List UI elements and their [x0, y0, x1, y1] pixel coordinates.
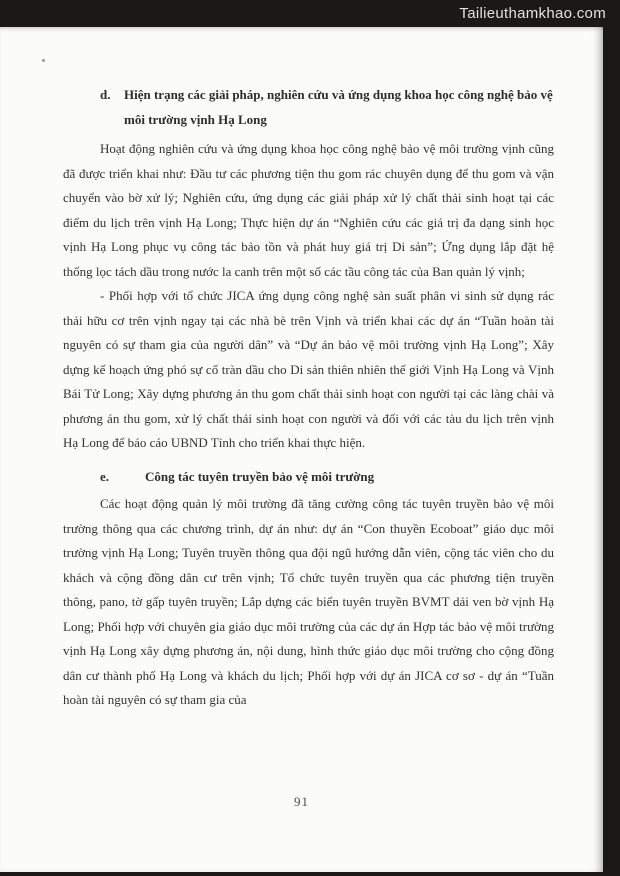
heading-e-label: e.: [100, 468, 110, 484]
section-heading-e: [100, 465, 554, 490]
paragraph-jica-cooperation: - Phối hợp với tổ chức JICA ứng dụng công nghệ sản suất phân vi sinh sử dụng rác thải hữu cơ trên vịnh ngay tại các nhà bè trên Vịnh và triển khai các dự án “Tuần hoàn tài nguyên có sự tham gia của người dân” và “Dự án bảo vệ môi trường vịnh Hạ Long”; Xây dựng kế hoạch ứng phó sự cố tràn dầu cho Di sản thiên nhiên thế giới Vịnh Hạ Long và Vịnh Bái Tử Long; Xây dựng phương án thu gom chất thải sinh hoạt con người tại các làng chài và phương án thu gom, xử lý chất thải sinh hoạt con người và đối với các tàu du lịch trên vịnh Hạ Long để báo cáo UBND Tỉnh cho triển khai thực hiện.: [63, 288, 554, 450]
paragraph-research-applications: Hoạt động nghiên cứu và ứng dụng khoa học công nghệ bảo vệ môi trường vịnh cũng đã được triển khai như: Đầu tư các phương tiện thu gom rác chuyên dụng để thu gom và vận chuyển vào bờ xử lý; Nghiên cứu, ứng dụng các giải pháp xử lý chất thải sinh hoạt tại các điểm du lịch trên vịnh Hạ Long; Thực hiện dự án “Nghiên cứu các giá trị đa dạng sinh học vịnh Hạ Long phục vụ công tác bảo tồn và phát huy giá trị Di sản”; Ứng dụng lắp đặt hệ thống lọc tách dầu trong nước la canh trên một số các tầu công tác của Ban quản lý vịnh;: [63, 141, 554, 279]
section-heading-d: [100, 83, 554, 132]
page-number: 91: [294, 794, 309, 809]
heading-d-label: d.: [100, 87, 111, 102]
paragraph-propaganda-activities: Các hoạt động quản lý môi trường đã tăng cường công tác tuyên truyền bảo vệ môi trường thông qua các chương trình, dự án như: dự án “Con thuyền Ecoboat” giáo dục môi trường vịnh Hạ Long; Tuyên truyền thông qua đội ngũ hướng dẫn viên, cộng tác viên cho du khách và cộng đồng dân cư trên vịnh; Tổ chức tuyên truyền qua các phương tiện truyền thông, pano, tờ gấp tuyên truyền; Lắp dựng các biển tuyên truyền BVMT dải ven bờ vịnh Hạ Long; Phối hợp với chuyên gia giáo dục môi trường của các dự án Hợp tác bảo vệ môi trường vịnh Hạ Long xây dựng phương án, nội dung, hình thức giáo dục môi trường cho cộng đồng dân cư thành phố Hạ Long và khách du lịch; Phối hợp với dự án JICA cơ sơ - dự án “Tuần hoàn tài nguyên có sự tham gia của: [63, 496, 554, 707]
document-page: [0, 27, 603, 872]
heading-e-text: Công tác tuyên truyền bảo vệ môi trường: [145, 468, 375, 484]
watermark-text: Tailieuthamkhao.com: [459, 5, 606, 22]
scan-artifact-dot: [42, 59, 45, 62]
page-content: [0, 27, 603, 713]
heading-d-text: Hiện trạng các giải pháp, nghiên cứu và ứng dụng khoa học công nghệ bảo vệ môi trường vịnh Hạ Long: [124, 87, 553, 127]
